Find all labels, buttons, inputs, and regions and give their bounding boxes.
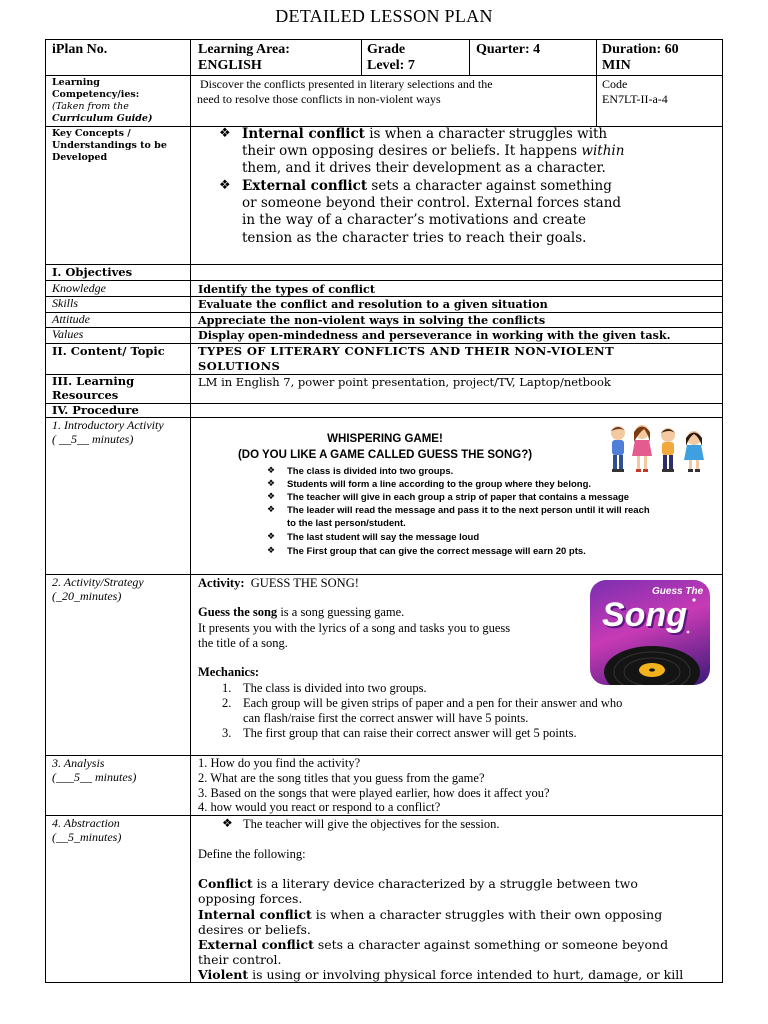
logo-title: Song xyxy=(602,596,687,634)
kc-b1-line1: is when a character struggles with xyxy=(364,126,608,142)
kc-b1-line3: them, and it drives their development as a character. xyxy=(242,160,606,176)
content-topic: TYPES OF LITERARY CONFLICTS AND THEIR NON-VIOLENT xyxy=(198,344,615,358)
kc-b2-line1: sets a character against something xyxy=(367,178,612,194)
duration-value: MIN xyxy=(602,58,631,73)
kc-term-external: External conflict xyxy=(242,178,368,194)
content-label: II. Content/ Topic xyxy=(52,344,165,358)
analysis-minutes: (___5__ minutes) xyxy=(52,770,137,784)
iplan-label: iPlan No. xyxy=(52,42,108,57)
diamond-bullet-icon: ❖ xyxy=(219,178,231,193)
violent-text: is using or involving physical force intended to hurt, damage, or kill xyxy=(248,967,684,982)
internal-text: is when a character struggles with their own opposing xyxy=(311,907,663,922)
activity-heading xyxy=(198,576,359,591)
competency-label-2: Competency/ies: xyxy=(52,89,140,100)
external-definition xyxy=(198,937,668,952)
external-definition-2: their control. xyxy=(198,952,282,967)
resources-text: LM in English 7, power point presentation, project/TV, Laptop/netbook xyxy=(198,375,611,389)
intro-label: 1. Introductory Activity xyxy=(52,418,164,432)
kc-term-internal: Internal conflict xyxy=(242,126,365,142)
gts-desc-2: the title of a song. xyxy=(198,636,288,650)
procedure-label: IV. Procedure xyxy=(52,403,139,417)
logo-subtitle: Guess The xyxy=(652,586,704,597)
resources-label-2: Resources xyxy=(52,388,119,402)
whispering-game-title: WHISPERING GAME! xyxy=(327,433,443,445)
internal-term: Internal conflict xyxy=(198,907,312,922)
internal-definition xyxy=(198,907,662,922)
code-value: EN7LT-II-a-4 xyxy=(602,92,668,106)
code-label: Code xyxy=(602,77,628,91)
activity-heading-label: Activity: xyxy=(198,576,245,590)
abstraction-bullet: The teacher will give the objectives for the session. xyxy=(243,817,500,831)
define-label: Define the following: xyxy=(198,847,306,861)
values-value: Display open-mindedness and perseverance in working with the given task. xyxy=(198,328,671,342)
children-line-illustration xyxy=(604,422,712,476)
mech-item-2b: can flash/raise first the correct answer will have 5 points. xyxy=(243,711,529,725)
knowledge-value: Identify the types of conflict xyxy=(198,282,375,296)
diamond-bullet-icon: ❖ xyxy=(219,126,231,141)
external-term: External conflict xyxy=(198,937,314,952)
diamond-bullet-icon: ❖ xyxy=(267,531,276,541)
gts-term: Guess the song xyxy=(198,605,278,619)
list-item: The leader will read the message and pass it to the next person until it will reach xyxy=(287,505,650,516)
competency-source-2: Curriculum Guide) xyxy=(52,113,153,124)
diamond-bullet-icon: ❖ xyxy=(267,545,276,555)
whispering-game-subtitle: (DO YOU LIKE A GAME CALLED GUESS THE SONG?) xyxy=(237,449,533,461)
values-label: Values xyxy=(52,327,84,341)
quarter-label: Quarter: 4 xyxy=(476,42,541,57)
objectives-label: I. Objectives xyxy=(52,265,133,279)
external-text: sets a character against something or someone beyond xyxy=(313,937,669,952)
mech-item-2: Each group will be given strips of paper and a pen for their answer and who xyxy=(243,696,623,710)
diamond-bullet-icon: ❖ xyxy=(267,491,276,501)
list-item: Students will form a line according to the group where they belong. xyxy=(287,479,592,490)
page-title: DETAILED LESSON PLAN xyxy=(275,6,493,26)
list-item: The class is divided into two groups. xyxy=(287,466,454,477)
competency-source: (Taken from the xyxy=(52,101,129,112)
activity-name: GUESS THE SONG! xyxy=(250,576,359,590)
learning-area-value: ENGLISH xyxy=(198,58,262,73)
analysis-question: 2. What are the song titles that you guess from the game? xyxy=(198,771,485,785)
kc-bullet-2 xyxy=(242,178,612,195)
kc-b2-line2: or someone beyond their control. External forces stand xyxy=(242,195,622,211)
grade-label: Grade xyxy=(367,42,406,57)
grade-value: Level: 7 xyxy=(367,58,415,73)
mech-num-1: 1. xyxy=(222,681,232,695)
kc-b1-line2 xyxy=(242,143,624,160)
mechanics-label: Mechanics: xyxy=(198,665,260,679)
competency-text-2: need to resolve those conflicts in non-violent ways xyxy=(197,92,441,106)
attitude-label: Attitude xyxy=(52,312,90,326)
key-concepts-label: Key Concepts / xyxy=(52,128,131,139)
mech-num-3: 3. xyxy=(222,726,232,740)
list-item: to the last person/student. xyxy=(287,518,406,529)
list-item: The First group that can give the correct message will earn 20 pts. xyxy=(287,546,586,557)
skills-label: Skills xyxy=(52,296,78,310)
kc-b1-italic: within xyxy=(581,143,625,159)
intro-minutes: ( __5__ minutes) xyxy=(52,432,134,446)
activity-label: 2. Activity/Strategy xyxy=(52,575,144,589)
kc-bullet-1 xyxy=(242,126,607,143)
gts-definition xyxy=(198,605,404,620)
internal-definition-2: desires or beliefs. xyxy=(198,922,311,937)
knowledge-label: Knowledge xyxy=(52,281,106,295)
learning-area-label: Learning Area: xyxy=(198,42,290,57)
guess-the-song-logo xyxy=(590,580,710,685)
conflict-term: Conflict xyxy=(198,876,253,891)
diamond-bullet-icon: ❖ xyxy=(222,816,233,830)
analysis-question: 4. how would you react or respond to a conflict? xyxy=(198,800,441,814)
activity-minutes: (_20_minutes) xyxy=(52,589,122,603)
mech-item-3: The first group that can raise their correct answer will get 5 points. xyxy=(243,726,577,740)
skills-value: Evaluate the conflict and resolution to a given situation xyxy=(198,297,548,311)
conflict-definition xyxy=(198,876,638,891)
analysis-label: 3. Analysis xyxy=(52,756,105,770)
conflict-text: is a literary device characterized by a struggle between two xyxy=(252,876,638,891)
content-topic-2: SOLUTIONS xyxy=(198,359,281,373)
abstraction-label: 4. Abstraction xyxy=(52,816,120,830)
diamond-bullet-icon: ❖ xyxy=(267,478,276,488)
kc-b2-line4: tension as the character tries to reach their goals. xyxy=(242,230,587,246)
key-concepts-label-2: Understandings to be xyxy=(52,140,167,151)
gts-desc: It presents you with the lyrics of a song and tasks you to guess xyxy=(198,621,511,635)
analysis-question: 1. How do you find the activity? xyxy=(198,756,361,770)
competency-text: Discover the conflicts presented in literary selections and the xyxy=(200,77,493,91)
competency-label: Learning xyxy=(52,77,100,88)
attitude-value: Appreciate the non-violent ways in solving the conflicts xyxy=(198,313,546,327)
duration-label: Duration: 60 xyxy=(602,42,679,57)
analysis-question: 3. Based on the songs that were played earlier, how does it affect you? xyxy=(198,786,550,800)
abstraction-minutes: (__5_minutes) xyxy=(52,830,122,844)
list-item: The teacher will give in each group a strip of paper that contains a message xyxy=(287,492,630,503)
kc-b1-line2-text: their own opposing desires or beliefs. It happens xyxy=(242,143,582,159)
resources-label: III. Learning xyxy=(52,374,135,388)
violent-term: Violent xyxy=(198,967,249,982)
mech-num-2: 2. xyxy=(222,696,232,710)
gts-rest: is a song guessing game. xyxy=(277,605,405,619)
mech-item-1: The class is divided into two groups. xyxy=(243,681,427,695)
violent-definition xyxy=(198,967,683,982)
diamond-bullet-icon: ❖ xyxy=(267,504,276,514)
key-concepts-label-3: Developed xyxy=(52,152,108,163)
diamond-bullet-icon: ❖ xyxy=(267,465,276,475)
list-item: The last student will say the message loud xyxy=(287,532,480,543)
kc-b2-line3: in the way of a character’s motivations and create xyxy=(242,212,586,228)
conflict-definition-2: opposing forces. xyxy=(198,891,303,906)
